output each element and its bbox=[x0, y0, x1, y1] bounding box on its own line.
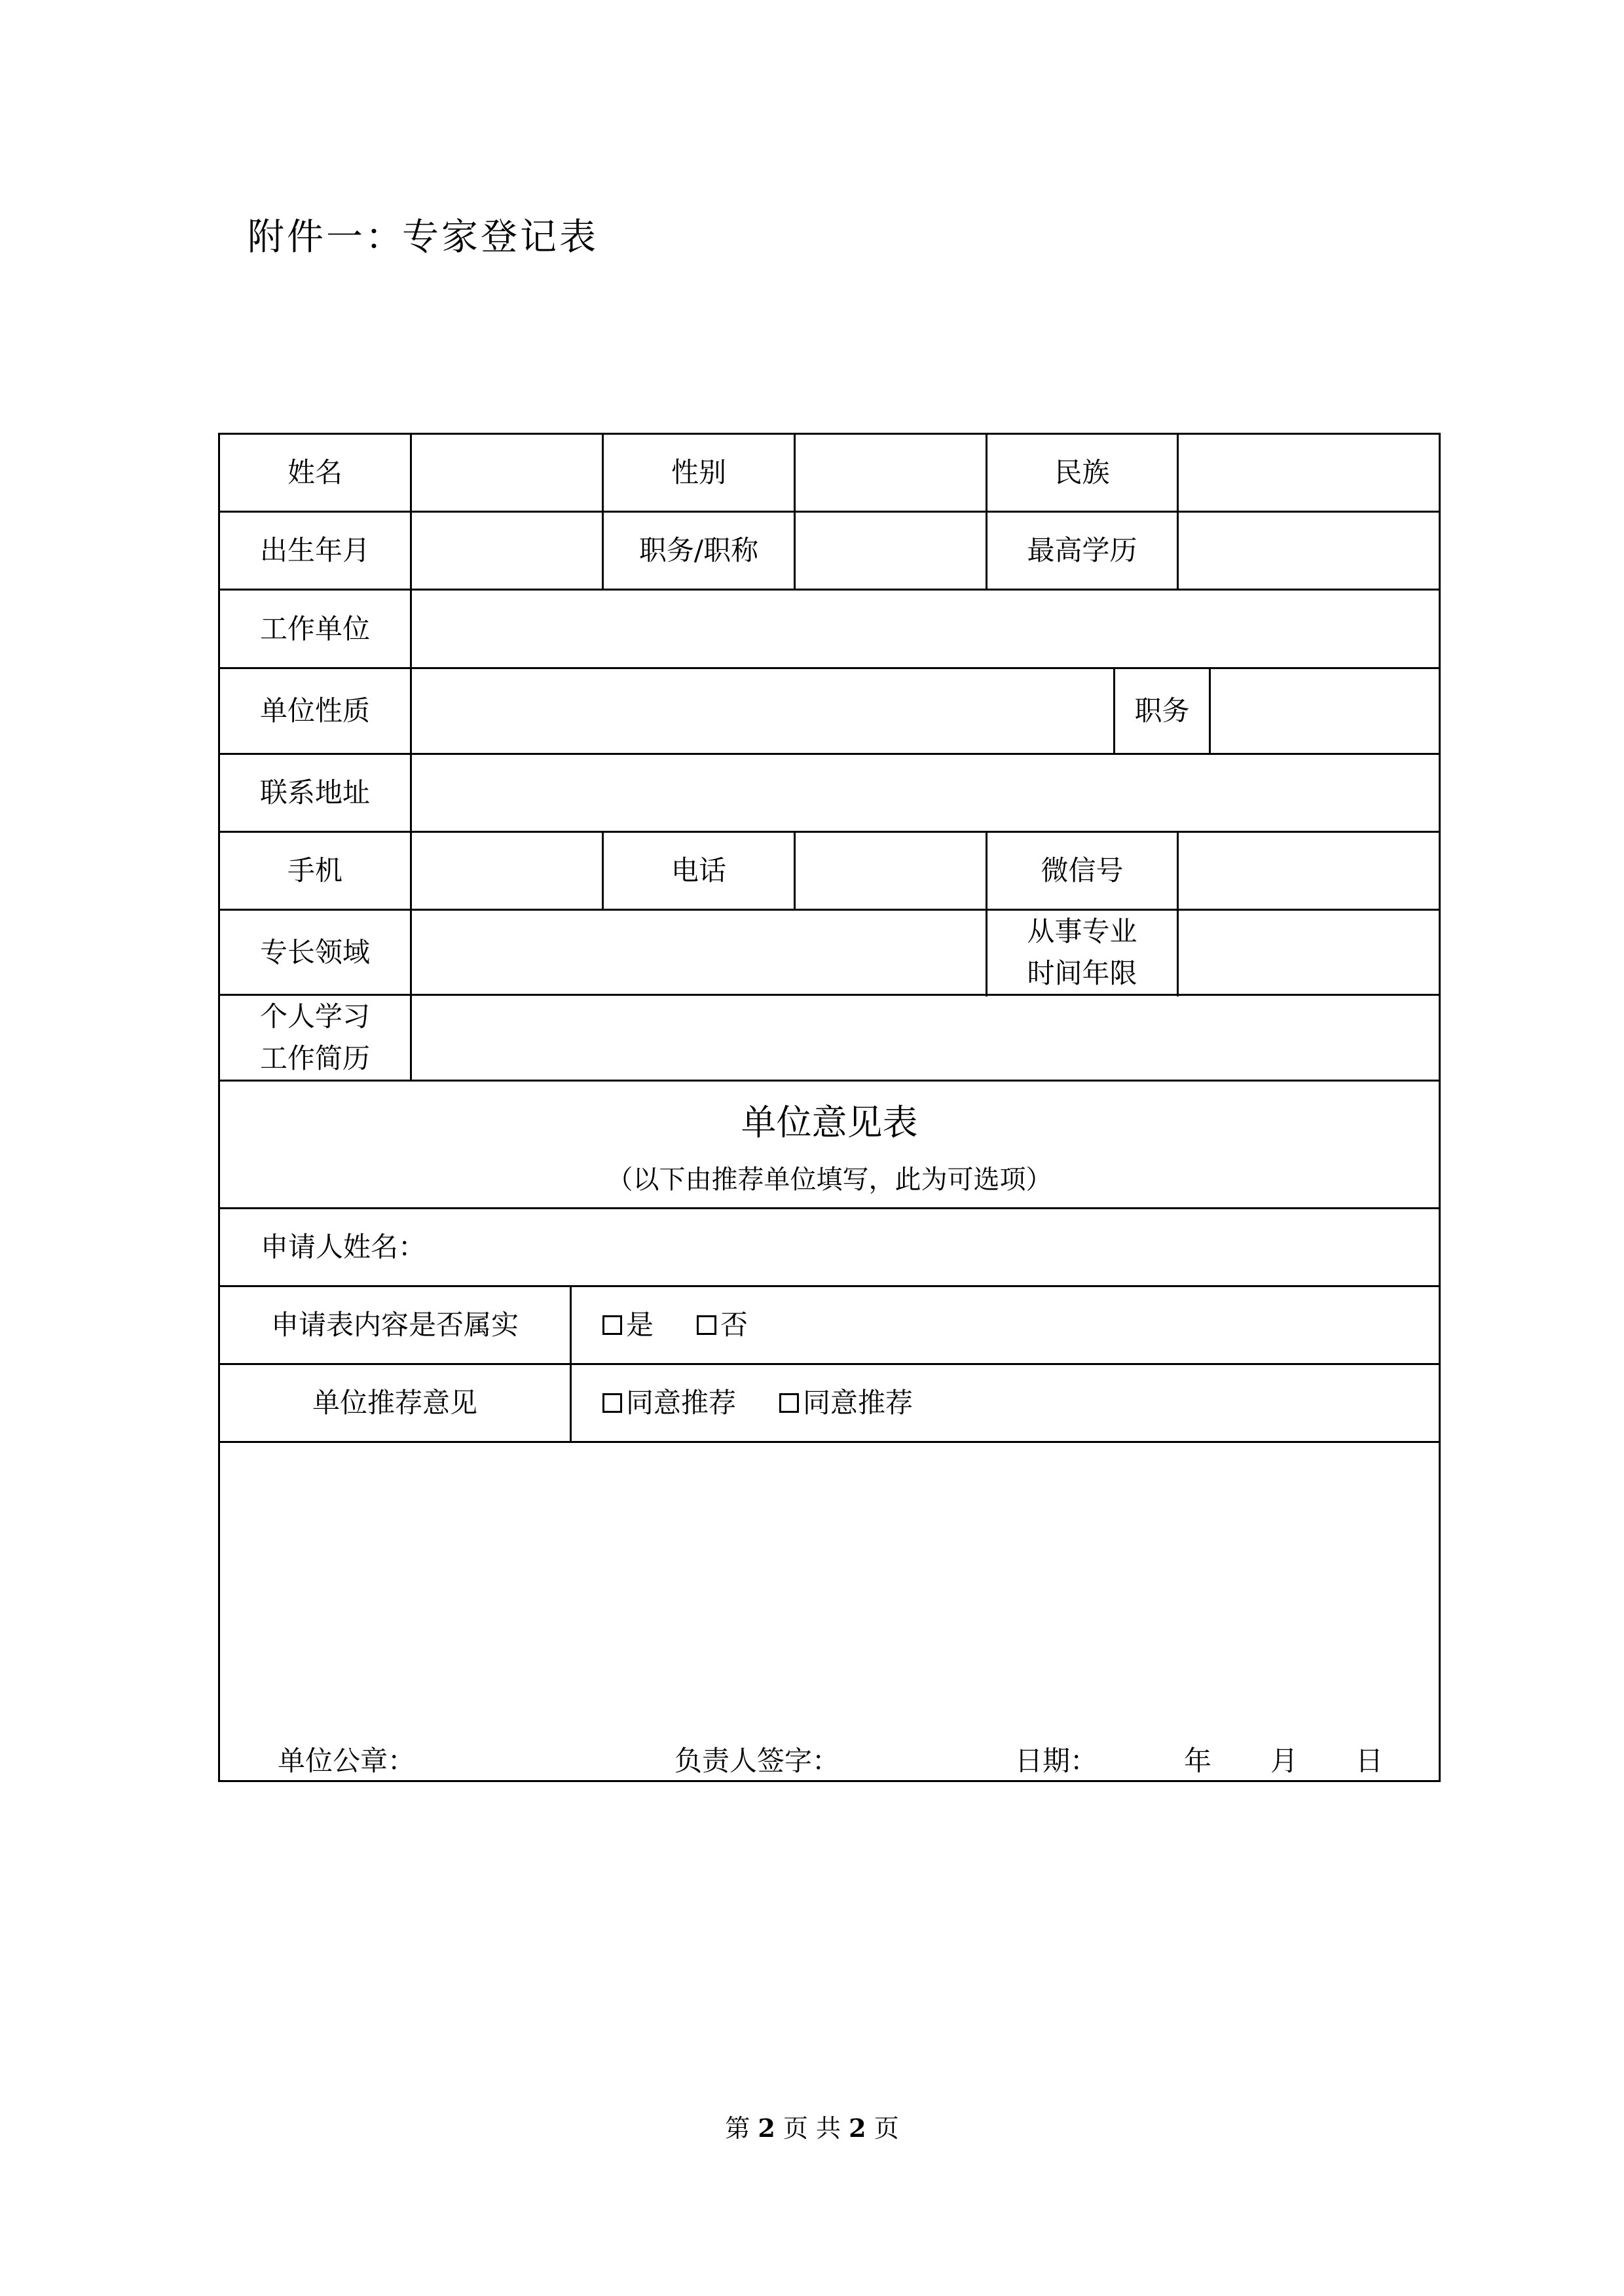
position-title-field[interactable] bbox=[796, 513, 986, 589]
education-field[interactable] bbox=[1179, 513, 1439, 589]
recommend-option-2[interactable] bbox=[779, 1382, 913, 1424]
checkbox-icon[interactable] bbox=[602, 1315, 622, 1335]
applicant-row[interactable] bbox=[220, 1209, 1439, 1285]
recommend-option-1[interactable] bbox=[602, 1382, 736, 1424]
page-number bbox=[0, 2108, 1624, 2144]
resume-label-line1: 个人学习 bbox=[259, 1000, 370, 1032]
opinion-subtitle: （以下由推荐单位填写，此为可选项） bbox=[606, 1165, 1052, 1195]
position-title-label: 职务/职称 bbox=[638, 534, 759, 566]
birth-label: 出生年月 bbox=[259, 534, 370, 566]
page-suffix: 页 bbox=[874, 2114, 899, 2143]
title-colon: ： bbox=[365, 216, 402, 259]
title-text: 专家登记表 bbox=[402, 216, 599, 259]
recommend-option-1-label: 同意推荐 bbox=[626, 1387, 737, 1419]
row-line bbox=[218, 1080, 1441, 1082]
seal-label: 单位公章： bbox=[278, 1745, 416, 1777]
duty-label: 职务 bbox=[1134, 695, 1190, 727]
page-title bbox=[248, 208, 599, 261]
gender-field[interactable] bbox=[796, 435, 986, 511]
truth-yes-label: 是 bbox=[626, 1309, 654, 1341]
birth-field[interactable] bbox=[412, 513, 602, 589]
gender-label: 性别 bbox=[671, 456, 726, 488]
day-label: 日 bbox=[1356, 1745, 1384, 1777]
month-label: 月 bbox=[1270, 1745, 1299, 1777]
truth-yes-option[interactable] bbox=[602, 1304, 654, 1346]
name-field[interactable] bbox=[412, 435, 602, 511]
resume-label-line2: 工作简历 bbox=[259, 1042, 370, 1074]
opinion-title: 单位意见表 bbox=[741, 1102, 918, 1143]
page-mid: 页 共 bbox=[783, 2114, 841, 2143]
phone-field[interactable] bbox=[796, 833, 986, 909]
page-total: 2 bbox=[849, 2113, 866, 2143]
page-current: 2 bbox=[758, 2113, 775, 2143]
specialty-label: 专长领域 bbox=[259, 936, 370, 968]
sign-label: 负责人签字： bbox=[674, 1745, 840, 1777]
page-prefix: 第 bbox=[725, 2114, 750, 2143]
years-label-line1: 从事专业 bbox=[1027, 915, 1137, 947]
address-field[interactable] bbox=[412, 755, 1439, 831]
wechat-field[interactable] bbox=[1179, 833, 1439, 909]
recommend-options bbox=[572, 1365, 1439, 1441]
unit-nature-label: 单位性质 bbox=[259, 695, 370, 727]
checkbox-icon[interactable] bbox=[697, 1315, 716, 1335]
workplace-field[interactable] bbox=[412, 591, 1439, 667]
ethnicity-field[interactable] bbox=[1179, 435, 1439, 511]
specialty-field[interactable] bbox=[412, 911, 986, 994]
resume-field[interactable] bbox=[412, 996, 1439, 1080]
ethnicity-label: 民族 bbox=[1054, 456, 1110, 488]
recommend-label: 单位推荐意见 bbox=[312, 1387, 477, 1419]
truth-no-label: 否 bbox=[720, 1309, 748, 1341]
duty-field[interactable] bbox=[1211, 669, 1439, 753]
years-label bbox=[987, 911, 1177, 994]
wechat-label: 微信号 bbox=[1041, 854, 1124, 886]
name-label: 姓名 bbox=[287, 456, 342, 488]
phone-label: 电话 bbox=[671, 854, 726, 886]
year-label: 年 bbox=[1184, 1745, 1212, 1777]
address-label: 联系地址 bbox=[259, 776, 370, 809]
signature-area[interactable] bbox=[220, 1443, 1439, 1780]
education-label: 最高学历 bbox=[1027, 534, 1137, 566]
resume-label bbox=[220, 996, 410, 1080]
date-label: 日期： bbox=[1015, 1745, 1098, 1777]
applicant-label: 申请人姓名： bbox=[261, 1231, 426, 1263]
truth-no-option[interactable] bbox=[697, 1304, 748, 1346]
title-prefix: 附件一 bbox=[248, 216, 365, 259]
truth-options bbox=[572, 1287, 1439, 1363]
years-label-line2: 时间年限 bbox=[1027, 957, 1137, 989]
mobile-field[interactable] bbox=[412, 833, 602, 909]
checkbox-icon[interactable] bbox=[779, 1393, 799, 1413]
years-field[interactable] bbox=[1179, 911, 1439, 994]
truth-label: 申请表内容是否属实 bbox=[270, 1309, 519, 1341]
workplace-label: 工作单位 bbox=[259, 612, 370, 645]
checkbox-icon[interactable] bbox=[602, 1393, 622, 1413]
table-border-right bbox=[1439, 433, 1441, 1782]
recommend-option-2-label: 同意推荐 bbox=[803, 1387, 913, 1419]
unit-nature-field[interactable] bbox=[412, 669, 1113, 753]
mobile-label: 手机 bbox=[287, 854, 342, 886]
